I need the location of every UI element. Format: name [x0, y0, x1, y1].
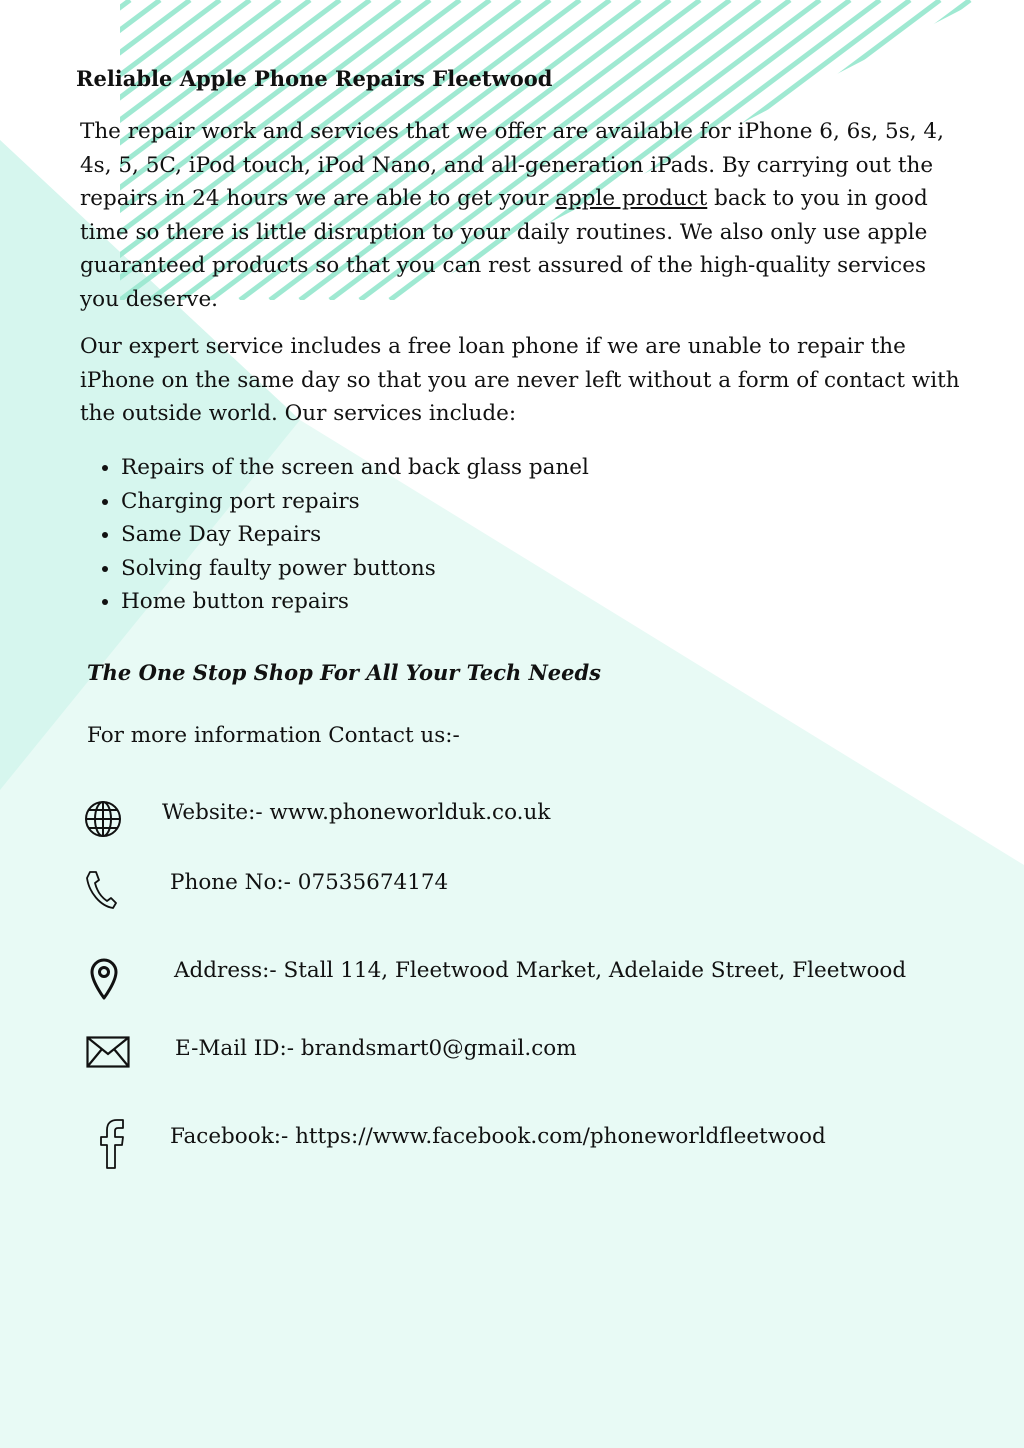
globe-icon — [84, 800, 122, 838]
location-pin-icon — [89, 958, 119, 1000]
envelope-icon — [86, 1036, 130, 1068]
page-title: Reliable Apple Phone Repairs Fleetwood — [76, 66, 553, 91]
intro-text-after-link: back to you in good time so there is little disruption to your daily routines. We also only use apple guaranteed products so that you can rest assured of the high-quality services you deserve. — [80, 186, 928, 312]
service-paragraph: Our expert service includes a free loan phone if we are unable to repair the iPhone on the same day so that you are never left without a form of contact with the outside world. Our services include: — [80, 334, 960, 427]
facebook-text: Facebook:- https://www.facebook.com/phoneworldfleetwood — [170, 1124, 826, 1149]
address-text: Address:- Stall 114, Fleetwood Market, Adelaide Street, Fleetwood — [174, 958, 907, 983]
services-list — [80, 451, 589, 619]
phone-text: Phone No:- 07535674174 — [170, 870, 449, 895]
list-item: • Home button repairs — [121, 585, 589, 619]
contact-intro: For more information Contact us:- — [87, 723, 460, 748]
email-text: E-Mail ID:- brandsmart0@gmail.com — [175, 1036, 577, 1061]
intro-text-before-link: The repair work and services that we offer are available for iPhone 6, 6s, 5s, 4, 4s, 5, 5C, iPod touch, iPod Nano, and all-generation iPads. By carrying out the repairs in 24 hours we are able to get your — [80, 119, 944, 212]
list-item: • Repairs of the screen and back glass panel — [121, 451, 589, 485]
tagline: The One Stop Shop For All Your Tech Needs — [87, 660, 601, 685]
list-item: • Same Day Repairs — [121, 518, 589, 552]
list-item: • Charging port repairs — [121, 485, 589, 519]
facebook-icon — [98, 1118, 126, 1170]
website-text: Website:- www.phoneworlduk.co.uk — [162, 800, 551, 825]
intro-paragraph — [80, 115, 960, 317]
phone-icon — [84, 870, 118, 910]
list-item: • Solving faulty power buttons — [121, 552, 589, 586]
apple-product-link[interactable]: apple product — [555, 186, 708, 212]
